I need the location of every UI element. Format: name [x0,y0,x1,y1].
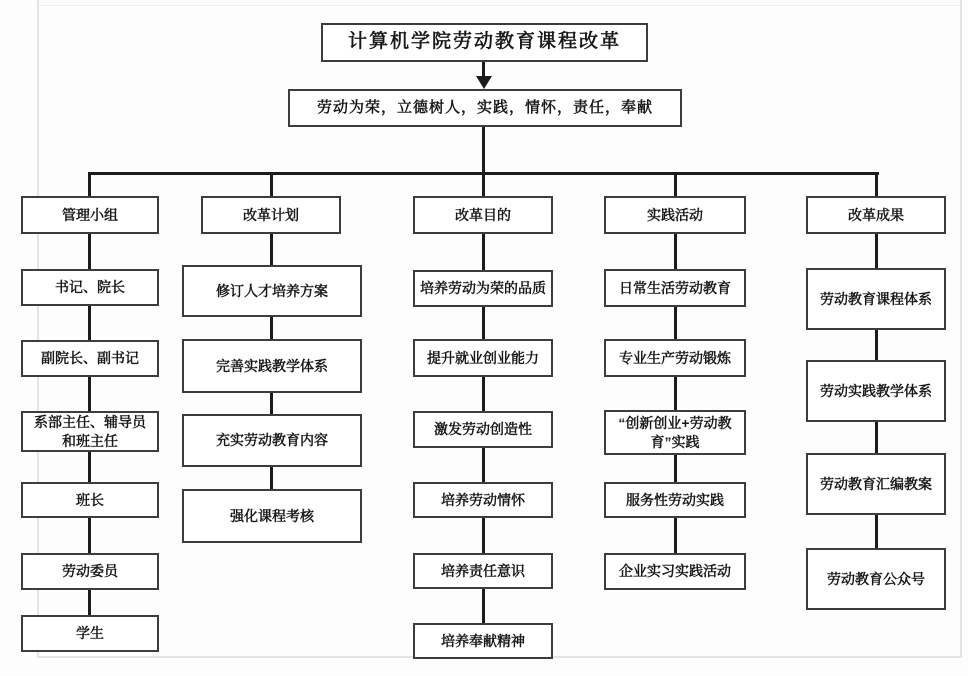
connector-line [88,518,91,553]
flow-item: 培养劳动为荣的品质 [413,270,553,307]
flow-item: 培养责任意识 [413,553,553,589]
connector-line [482,234,485,270]
column-header: 改革成果 [806,196,946,234]
connector-line [482,589,485,623]
connector-line [674,307,677,339]
flow-item: 日常生活劳动教育 [604,269,746,307]
flow-item: 劳动教育汇编教案 [806,453,946,515]
flow-item: 企业实习实践活动 [604,553,746,590]
connector-line [674,377,677,410]
connector-line [88,172,91,196]
flow-item: “创新创业+劳动教育”实践 [604,410,746,455]
column-header: 管理小组 [21,196,159,234]
connector-line [88,234,91,269]
flow-item: 充实劳动教育内容 [182,414,362,467]
column-header: 改革计划 [201,196,341,234]
connector-line [875,234,878,268]
connector-line [270,467,273,489]
connector-line [875,330,878,360]
motto-banner: 劳动为荣，立德树人，实践，情怀，责任，奉献 [288,89,682,127]
connector-line [674,518,677,553]
connector-line [482,127,485,174]
connector-line [270,393,273,414]
frame-line [960,0,962,658]
connector-line [674,172,677,196]
connector-line [88,590,91,615]
frame-line [37,5,962,6]
connector-line [88,452,91,482]
column-header: 改革目的 [413,196,553,234]
connector-line [482,377,485,411]
flow-item: 劳动委员 [21,553,159,590]
flow-item: 劳动教育公众号 [806,548,946,610]
connector-line [270,317,273,339]
connector-line [482,307,485,339]
connector-line [875,422,878,453]
flow-item: 书记、院长 [21,269,159,306]
connector-line [482,448,485,482]
arrow-down-icon [476,76,492,89]
connector-line [270,172,273,196]
flow-item: 培养奉献精神 [413,623,553,659]
diagram-title: 计算机学院劳动教育课程改革 [321,23,648,62]
flow-item: 完善实践教学体系 [182,339,362,393]
flow-item: 专业生产劳动锻炼 [604,339,746,377]
flow-item: 劳动实践教学体系 [806,360,946,422]
flow-item: 激发劳动创造性 [413,411,553,448]
connector-line [482,518,485,553]
flow-item: 修订人才培养方案 [182,265,362,317]
connector-line [875,172,878,196]
connector-line [482,172,485,196]
connector-line [88,377,91,411]
flow-item: 班长 [21,482,159,518]
flow-item: 学生 [21,615,159,652]
column-header: 实践活动 [604,196,746,234]
flow-item: 系部主任、辅导员和班主任 [21,411,159,452]
flow-item: 服务性劳动实践 [604,482,746,518]
flow-item: 强化课程考核 [182,489,362,543]
connector-line [674,234,677,269]
flow-item: 提升就业创业能力 [413,339,553,377]
connector-line [88,306,91,340]
flow-item: 培养劳动情怀 [413,482,553,518]
connector-line [674,455,677,482]
flow-item: 劳动教育课程体系 [806,268,946,330]
connector-line [482,62,485,77]
flow-item: 副院长、副书记 [21,340,159,377]
connector-line [875,515,878,548]
connector-line [270,234,273,265]
